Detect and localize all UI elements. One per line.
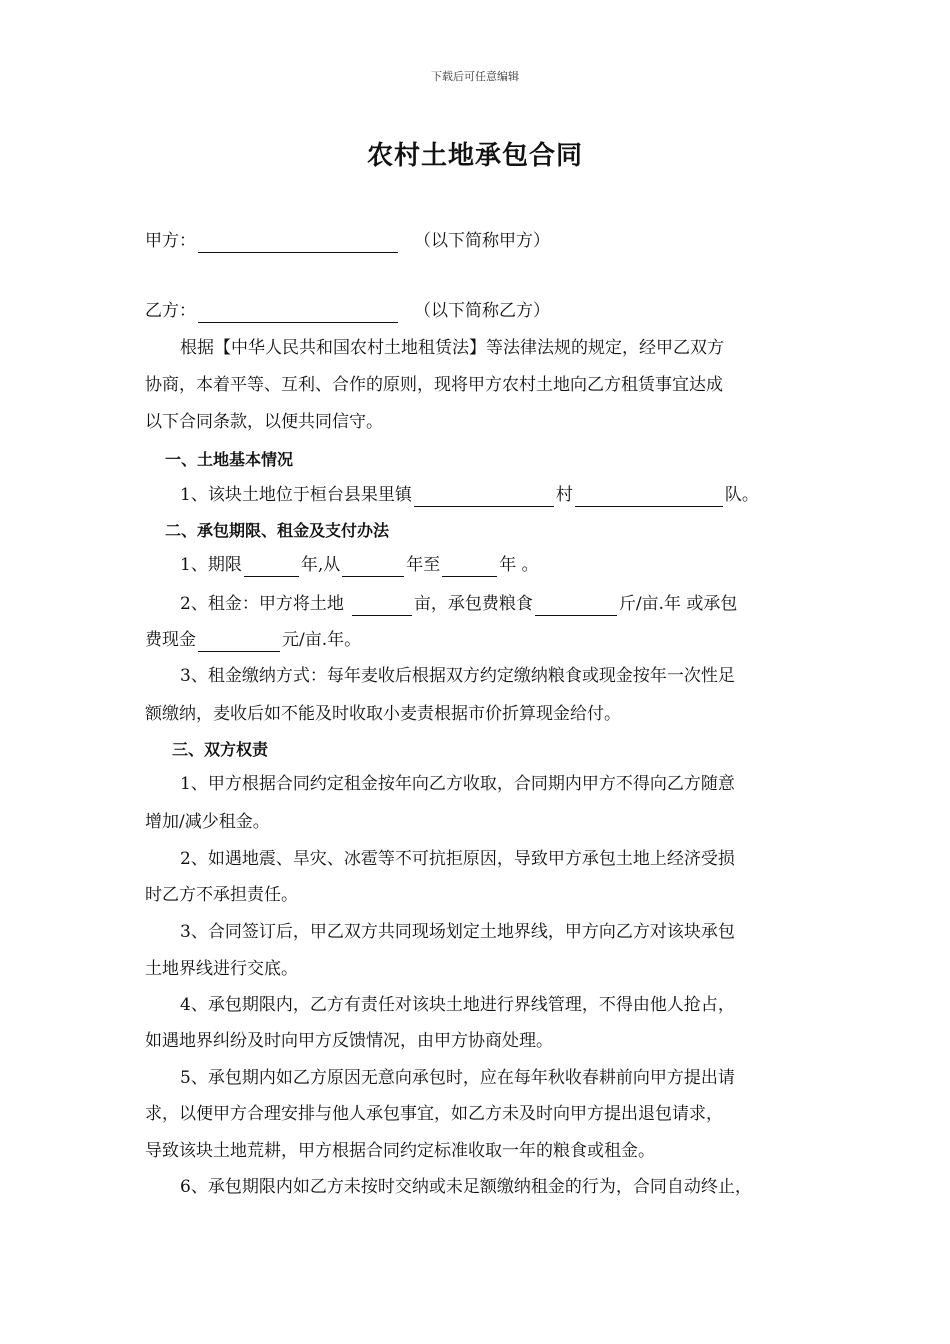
end-year-blank[interactable] (442, 558, 497, 577)
sec2-item3-line-1: 3、租金缴纳方式：每年麦收后根据双方约定缴纳粮食或现金按年一次性足 (180, 666, 735, 686)
sec2-item2-cont (145, 628, 361, 652)
sec3-item1-line-2: 增加/减少租金。 (145, 812, 270, 832)
sec3-item5-line-2: 求，以便甲方合理安排与他人承包事宜，如乙方未及时向甲方提出退包请求， (145, 1104, 723, 1124)
sec3-item4-line-2: 如遇地界纠纷及时向甲方反馈情况，由甲方协商处理。 (145, 1031, 553, 1051)
term-years-blank[interactable] (244, 558, 299, 577)
area-blank[interactable] (352, 597, 412, 616)
sec2-item1-text-d: 年 。 (499, 555, 539, 575)
sec2-item2 (180, 592, 737, 616)
sec3-item3-line-1: 3、合同签订后，甲乙双方共同现场划定土地界线，甲方向乙方对该块承包 (180, 922, 735, 942)
sec2-item2-text-e: 元/亩.年。 (282, 630, 362, 650)
sec3-item5-line-3: 导致该块土地荒耕，甲方根据合同约定标准收取一年的粮食或租金。 (145, 1141, 655, 1161)
sec1-item1-text-b: 村 (555, 485, 573, 505)
document-title: 农村土地承包合同 (366, 141, 583, 171)
sec2-item2-text-a: 2、租金：甲方将土地 (180, 594, 344, 614)
party-a-label: 甲方： (145, 231, 196, 251)
start-year-blank[interactable] (342, 558, 404, 577)
sec2-item1-text-b: 年,从 (300, 555, 341, 575)
sec2-item2-text-b: 亩，承包费粮食 (413, 594, 533, 614)
party-b-line (145, 299, 550, 323)
cash-fee-blank[interactable] (198, 633, 280, 652)
team-blank[interactable] (575, 488, 723, 507)
sec2-item1 (180, 553, 539, 577)
intro-line-3: 以下合同条款，以便共同信守。 (145, 412, 383, 432)
sec2-item2-text-c: 斤/亩.年 或承包 (618, 594, 738, 614)
party-b-blank[interactable] (198, 304, 398, 323)
section-3-heading: 三、双方权责 (172, 740, 269, 759)
sec3-item4-line-1: 4、承包期限内，乙方有责任对该块土地进行界线管理，不得由他人抢占， (180, 995, 735, 1015)
sec2-item3-line-2: 额缴纳，麦收后如不能及时收取小麦责根据市价折算现金给付。 (145, 704, 621, 724)
intro-line-1: 根据【中华人民共和国农村土地租赁法】等法律法规的规定，经甲乙双方 (180, 338, 724, 358)
sec3-item2-line-1: 2、如遇地震、旱灾、冰雹等不可抗拒原因，导致甲方承包土地上经济受损 (180, 849, 735, 869)
sec3-item1-line-1: 1、甲方根据合同约定租金按年向乙方收取，合同期内甲方不得向乙方随意 (180, 774, 735, 794)
sec2-item1-text-a: 1、期限 (180, 555, 242, 575)
sec1-item1-text-a: 1、该块土地位于桓台县果里镇 (180, 485, 412, 505)
sec1-item1-text-c: 队。 (724, 485, 759, 505)
sec1-item1 (180, 483, 759, 507)
sec2-item2-text-d: 费现金 (145, 630, 196, 650)
section-2-heading: 二、承包期限、租金及支付办法 (165, 521, 390, 540)
header-note: 下载后可任意编辑 (431, 70, 519, 83)
sec3-item3-line-2: 土地界线进行交底。 (145, 959, 298, 979)
sec2-item1-text-c: 年至 (406, 555, 441, 575)
sec3-item2-line-2: 时乙方不承担责任。 (145, 885, 298, 905)
party-a-suffix: （以下简称甲方） (414, 231, 550, 251)
party-b-suffix: （以下简称乙方） (414, 301, 550, 321)
party-a-line (145, 229, 550, 253)
section-1-heading: 一、土地基本情况 (165, 450, 294, 469)
party-a-blank[interactable] (198, 234, 398, 253)
party-b-label: 乙方： (145, 301, 196, 321)
sec3-item5-line-1: 5、承包期内如乙方原因无意向承包时，应在每年秋收春耕前向甲方提出请 (180, 1068, 735, 1088)
sec3-item6-line-1: 6、承包期限内如乙方未按时交纳或未足额缴纳租金的行为，合同自动终止， (180, 1177, 752, 1197)
grain-fee-blank[interactable] (535, 597, 617, 616)
intro-line-2: 协商，本着平等、互利、合作的原则，现将甲方农村土地向乙方租赁事宜达成 (145, 375, 723, 395)
village-blank[interactable] (414, 488, 554, 507)
